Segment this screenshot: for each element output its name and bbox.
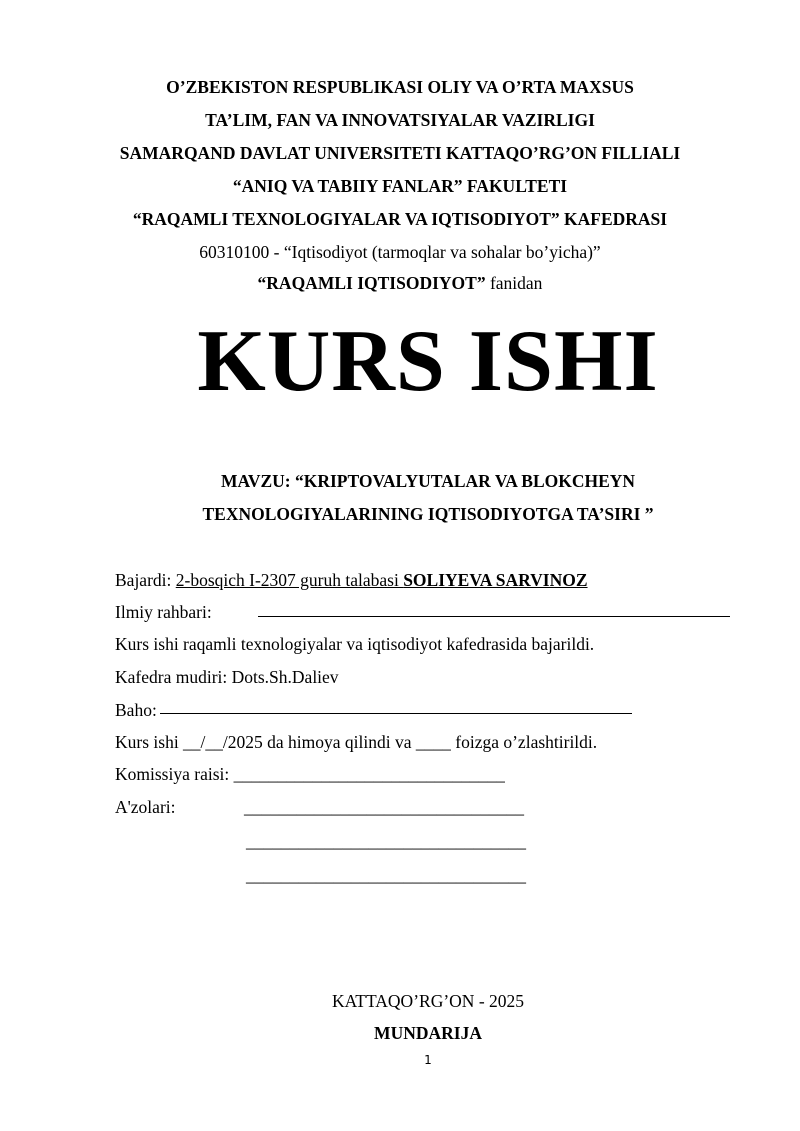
document-title: KURS ISHI <box>197 313 659 410</box>
topic-line-1: MAVZU: “KRIPTOVALYUTALAR VA BLOKCHEYN <box>220 471 636 491</box>
specialty-code: 60310100 - “Iqtisodiyot (tarmoqlar va sohalar bo’yicha)” <box>199 242 601 262</box>
supervisor-label: Ilmiy rahbari: <box>115 602 212 622</box>
page-number: 1 <box>424 1053 432 1067</box>
student-group: 2-bosqich I-2307 guruh talabasi <box>175 570 404 590</box>
university-name: SAMARQAND DAVLAT UNIVERSITETI KATTAQO’RG’ON FILLIALI <box>119 143 681 163</box>
performed-label: Bajardi: <box>115 570 176 590</box>
ministry-line-1: O’ZBEKISTON RESPUBLIKASI OLIY VA O’RTA MAXSUS <box>166 77 634 97</box>
place-year: KATTAQO’RG’ON - 2025 <box>331 991 525 1011</box>
faculty-name: “ANIQ VA TABIIY FANLAR” FAKULTETI <box>232 176 568 196</box>
performed-by <box>115 569 588 591</box>
student-name: SOLIYEVA SARVINOZ <box>403 570 588 590</box>
ministry-line-2: TA’LIM, FAN VA INNOVATSIYALAR VAZIRLIGI <box>205 110 595 130</box>
grade-blank-line <box>160 713 632 714</box>
contents-heading: MUNDARIJA <box>374 1023 482 1043</box>
member-line-1: ________________________________ <box>244 797 524 817</box>
member-line-2: ________________________________ <box>246 831 526 851</box>
head-of-department: Kafedra mudiri: Dots.Sh.Daliev <box>115 667 339 687</box>
commission-chair: Komissiya raisi: _______________________________ <box>115 764 505 784</box>
grade-label: Baho: <box>115 700 157 720</box>
subject-line <box>0 272 800 294</box>
supervisor-blank-line <box>258 616 730 617</box>
completion-note: Kurs ishi raqamli texnologiyalar va iqtisodiyot kafedrasida bajarildi. <box>115 634 595 654</box>
topic-line-2: TEXNOLOGIYALARINING IQTISODIYOTGA TA’SIRI ” <box>202 504 654 524</box>
defense-note: Kurs ishi __/__/2025 da himoya qilindi va ____ foizga o’zlashtirildi. <box>115 732 598 752</box>
subject-name: “RAQAMLI IQTISODIYOT” <box>257 273 486 293</box>
subject-suffix: fanidan <box>485 273 543 293</box>
members-label: A'zolari: <box>115 797 176 817</box>
department-name: “RAQAMLI TEXNOLOGIYALAR VA IQTISODIYOT” KAFEDRASI <box>132 209 668 229</box>
member-line-3: ________________________________ <box>246 865 526 885</box>
